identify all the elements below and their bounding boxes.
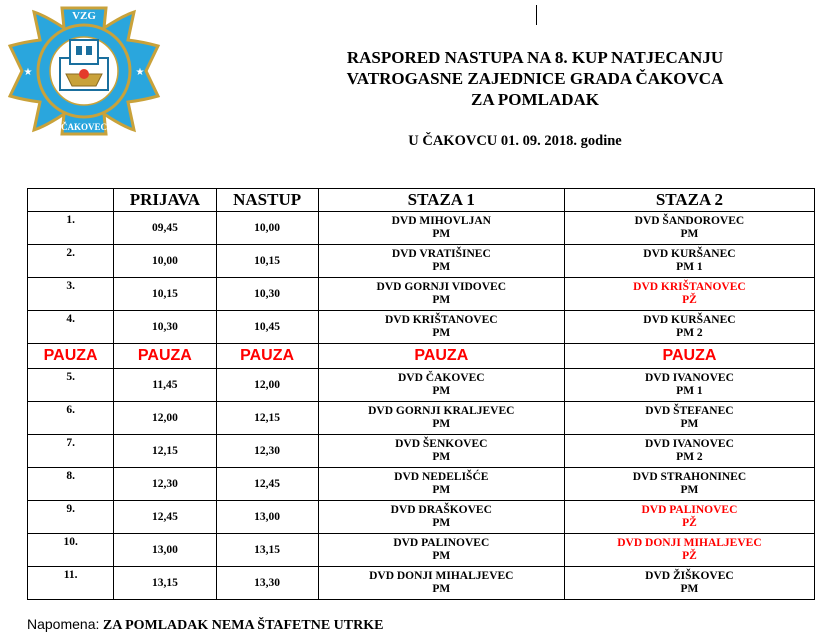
staza-1-cell <box>318 501 564 534</box>
table-row <box>28 534 815 567</box>
title-line-3: ZA POMLADAK <box>471 90 599 109</box>
header-prijava: PRIJAVA <box>114 189 216 212</box>
staza-2-team: DVD ŠTEFANEC <box>645 405 734 417</box>
staza-2-category: PŽ <box>682 550 697 562</box>
row-number: 4. <box>28 311 114 344</box>
staza-1-team: DVD ČAKOVEC <box>398 372 485 384</box>
staza-2-cell <box>564 278 814 311</box>
staza-2-category: PM <box>680 484 699 496</box>
staza-2-team: DVD PALINOVEC <box>641 504 738 516</box>
row-number: 8. <box>28 468 114 501</box>
logo-star-left-icon: ★ <box>23 67 33 78</box>
staza-2-team: DVD ŽIŠKOVEC <box>645 570 734 582</box>
nastup-time: 10,30 <box>216 278 318 311</box>
nastup-time: 12,45 <box>216 468 318 501</box>
table-row <box>28 369 815 402</box>
row-number: 6. <box>28 402 114 435</box>
staza-2-team: DVD IVANOVEC <box>644 372 734 384</box>
title-line-1: RASPORED NASTUPA NA 8. KUP NATJECANJU <box>346 48 724 67</box>
prijava-time: 10,15 <box>114 278 216 311</box>
prijava-time: 12,00 <box>114 402 216 435</box>
staza-2-category: PM 2 <box>676 327 703 339</box>
nastup-time: 13,30 <box>216 567 318 600</box>
staza-2-category: PM 1 <box>676 261 703 273</box>
staza-2-team: DVD IVANOVEC <box>644 438 734 450</box>
staza-1-team: DVD MIHOVLJAN <box>391 215 491 227</box>
staza-1-cell <box>318 369 564 402</box>
staza-1-cell <box>318 468 564 501</box>
vzg-logo <box>4 2 164 140</box>
prijava-time: 09,45 <box>114 212 216 245</box>
staza-1-category: PM <box>432 517 451 529</box>
staza-1-category: PM <box>432 418 451 430</box>
nastup-time: 12,15 <box>216 402 318 435</box>
row-number: 1. <box>28 212 114 245</box>
header-staza-1: STAZA 1 <box>318 189 564 212</box>
table-row <box>28 567 815 600</box>
staza-1-cell <box>318 245 564 278</box>
staza-1-cell <box>318 212 564 245</box>
text-cursor <box>536 5 537 25</box>
staza-2-cell <box>564 369 814 402</box>
title-line-2: VATROGASNE ZAJEDNICE GRADA ČAKOVCA <box>346 69 724 88</box>
row-number: 5. <box>28 369 114 402</box>
table-row <box>28 501 815 534</box>
staza-2-category: PŽ <box>682 517 697 529</box>
logo-top-text: VZG <box>72 10 96 22</box>
table-row <box>28 245 815 278</box>
staza-2-team: DVD KURŠANEC <box>643 314 736 326</box>
nastup-time: 10,15 <box>216 245 318 278</box>
pause-cell: PAUZA <box>114 344 216 369</box>
header-nastup: NASTUP <box>216 189 318 212</box>
nastup-time: 10,00 <box>216 212 318 245</box>
document-title <box>300 47 770 110</box>
staza-2-cell <box>564 212 814 245</box>
staza-1-cell <box>318 534 564 567</box>
staza-2-cell <box>564 468 814 501</box>
pause-row <box>28 344 815 369</box>
pause-cell: PAUZA <box>318 344 564 369</box>
staza-1-team: DVD NEDELIŠĆE <box>394 471 489 483</box>
prijava-time: 10,30 <box>114 311 216 344</box>
staza-2-cell <box>564 501 814 534</box>
row-number: 9. <box>28 501 114 534</box>
staza-1-category: PM <box>432 583 451 595</box>
staza-1-team: DVD PALINOVEC <box>393 537 490 549</box>
note <box>27 616 383 634</box>
prijava-time: 13,00 <box>114 534 216 567</box>
staza-1-cell <box>318 278 564 311</box>
staza-2-team: DVD DONJI MIHALJEVEC <box>617 537 762 549</box>
nastup-time: 13,15 <box>216 534 318 567</box>
staza-2-category: PM <box>680 418 699 430</box>
staza-2-cell <box>564 567 814 600</box>
staza-1-category: PM <box>432 294 451 306</box>
staza-1-cell <box>318 567 564 600</box>
staza-1-team: DVD VRATIŠINEC <box>391 248 491 260</box>
staza-1-cell <box>318 402 564 435</box>
staza-1-team: DVD KRIŠTANOVEC <box>385 314 498 326</box>
staza-1-cell <box>318 435 564 468</box>
staza-2-cell <box>564 435 814 468</box>
staza-2-team: DVD STRAHONINEC <box>632 471 747 483</box>
staza-1-category: PM <box>432 327 451 339</box>
logo-bottom-text: ČAKOVEC <box>60 122 108 132</box>
prijava-time: 13,15 <box>114 567 216 600</box>
row-number: 10. <box>28 534 114 567</box>
table-row <box>28 435 815 468</box>
staza-1-category: PM <box>432 550 451 562</box>
note-text: ZA POMLADAK NEMA ŠTAFETNE UTRKE <box>102 618 384 633</box>
table-row <box>28 212 815 245</box>
staza-1-team: DVD ŠENKOVEC <box>395 438 488 450</box>
staza-1-category: PM <box>432 261 451 273</box>
prijava-time: 12,15 <box>114 435 216 468</box>
nastup-time: 12,30 <box>216 435 318 468</box>
staza-2-team: DVD KRIŠTANOVEC <box>633 281 746 293</box>
staza-2-cell <box>564 311 814 344</box>
staza-1-team: DVD GORNJI VIDOVEC <box>376 281 507 293</box>
document-subtitle: U ČAKOVCU 01. 09. 2018. godine <box>408 133 622 149</box>
staza-2-category: PM <box>680 583 699 595</box>
staza-2-cell <box>564 402 814 435</box>
schedule-table <box>27 188 815 600</box>
pause-cell: PAUZA <box>564 344 814 369</box>
header-staza-2: STAZA 2 <box>564 189 814 212</box>
staza-2-team: DVD ŠANDOROVEC <box>634 215 745 227</box>
pause-cell: PAUZA <box>28 344 114 369</box>
staza-2-team: DVD KURŠANEC <box>643 248 736 260</box>
row-number: 3. <box>28 278 114 311</box>
nastup-time: 13,00 <box>216 501 318 534</box>
staza-1-category: PM <box>432 385 451 397</box>
table-row <box>28 468 815 501</box>
staza-1-category: PM <box>432 451 451 463</box>
nastup-time: 10,45 <box>216 311 318 344</box>
staza-1-category: PM <box>432 484 451 496</box>
staza-1-team: DVD GORNJI KRALJEVEC <box>368 405 515 417</box>
row-number: 7. <box>28 435 114 468</box>
pause-cell: PAUZA <box>216 344 318 369</box>
staza-1-team: DVD DONJI MIHALJEVEC <box>369 570 514 582</box>
staza-1-category: PM <box>432 228 451 240</box>
staza-2-cell <box>564 534 814 567</box>
header-row <box>28 189 815 212</box>
logo-star-right-icon: ★ <box>135 67 145 78</box>
prijava-time: 10,00 <box>114 245 216 278</box>
staza-1-cell <box>318 311 564 344</box>
note-label: Napomena: <box>27 616 100 632</box>
row-number: 11. <box>28 567 114 600</box>
header-number <box>28 189 114 212</box>
table-row <box>28 278 815 311</box>
staza-2-category: PM 1 <box>676 385 703 397</box>
prijava-time: 12,30 <box>114 468 216 501</box>
staza-2-category: PM 2 <box>676 451 703 463</box>
row-number: 2. <box>28 245 114 278</box>
table-row <box>28 402 815 435</box>
staza-2-category: PŽ <box>682 294 697 306</box>
prijava-time: 12,45 <box>114 501 216 534</box>
prijava-time: 11,45 <box>114 369 216 402</box>
staza-2-category: PM <box>680 228 699 240</box>
table-row <box>28 311 815 344</box>
staza-2-cell <box>564 245 814 278</box>
staza-1-team: DVD DRAŠKOVEC <box>390 504 492 516</box>
nastup-time: 12,00 <box>216 369 318 402</box>
